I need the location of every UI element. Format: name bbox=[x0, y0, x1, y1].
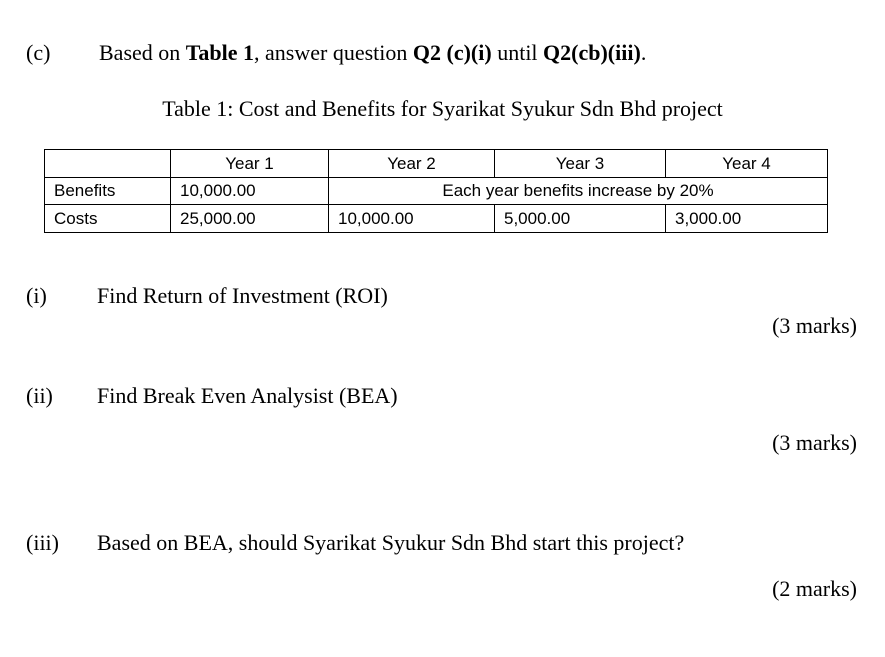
intro-prefix: Based on bbox=[99, 40, 186, 65]
question-intro bbox=[99, 40, 646, 66]
benefits-increase-note: Each year benefits increase by 20% bbox=[329, 178, 828, 205]
subquestion-number-i: (i) bbox=[26, 283, 47, 308]
subquestion-marks-iii: (2 marks) bbox=[772, 576, 857, 601]
header-cell-year-2: Year 2 bbox=[329, 150, 495, 178]
cost-benefit-table bbox=[44, 149, 828, 233]
subquestion-marks-ii: (3 marks) bbox=[772, 430, 857, 455]
table-reference: Table 1 bbox=[185, 40, 255, 65]
question-end-ref: Q2(cb)(iii) bbox=[543, 40, 641, 65]
subquestion-text-iii: Based on BEA, should Syarikat Syukur Sdn Bhd start this project? bbox=[97, 530, 685, 555]
table-caption: Table 1: Cost and Benefits for Syarikat Syukur Sdn Bhd project bbox=[162, 96, 723, 121]
header-cell-year-3: Year 3 bbox=[495, 150, 666, 178]
row-label-costs: Costs bbox=[45, 205, 171, 233]
subquestion-marks-i: (3 marks) bbox=[772, 313, 857, 338]
header-cell-year-4: Year 4 bbox=[666, 150, 828, 178]
benefits-year-1: 10,000.00 bbox=[171, 178, 329, 205]
table-row-benefits bbox=[45, 178, 828, 205]
costs-year-3: 5,000.00 bbox=[495, 205, 666, 233]
subquestion-number-iii: (iii) bbox=[26, 530, 59, 555]
table-row-costs bbox=[45, 205, 828, 233]
costs-year-2: 10,000.00 bbox=[329, 205, 495, 233]
part-label: (c) bbox=[26, 40, 51, 65]
costs-year-4: 3,000.00 bbox=[666, 205, 828, 233]
costs-year-1: 25,000.00 bbox=[171, 205, 329, 233]
intro-end: . bbox=[640, 40, 647, 65]
question-start-ref: Q2 (c)(i) bbox=[412, 40, 492, 65]
subquestion-text-ii: Find Break Even Analysist (BEA) bbox=[97, 383, 398, 408]
intro-middle: , answer question bbox=[254, 40, 413, 65]
header-cell-empty bbox=[45, 150, 171, 178]
row-label-benefits: Benefits bbox=[45, 178, 171, 205]
table-header-row bbox=[45, 150, 828, 178]
header-cell-year-1: Year 1 bbox=[171, 150, 329, 178]
intro-until: until bbox=[491, 40, 544, 65]
subquestion-text-i: Find Return of Investment (ROI) bbox=[97, 283, 388, 308]
subquestion-number-ii: (ii) bbox=[26, 383, 53, 408]
